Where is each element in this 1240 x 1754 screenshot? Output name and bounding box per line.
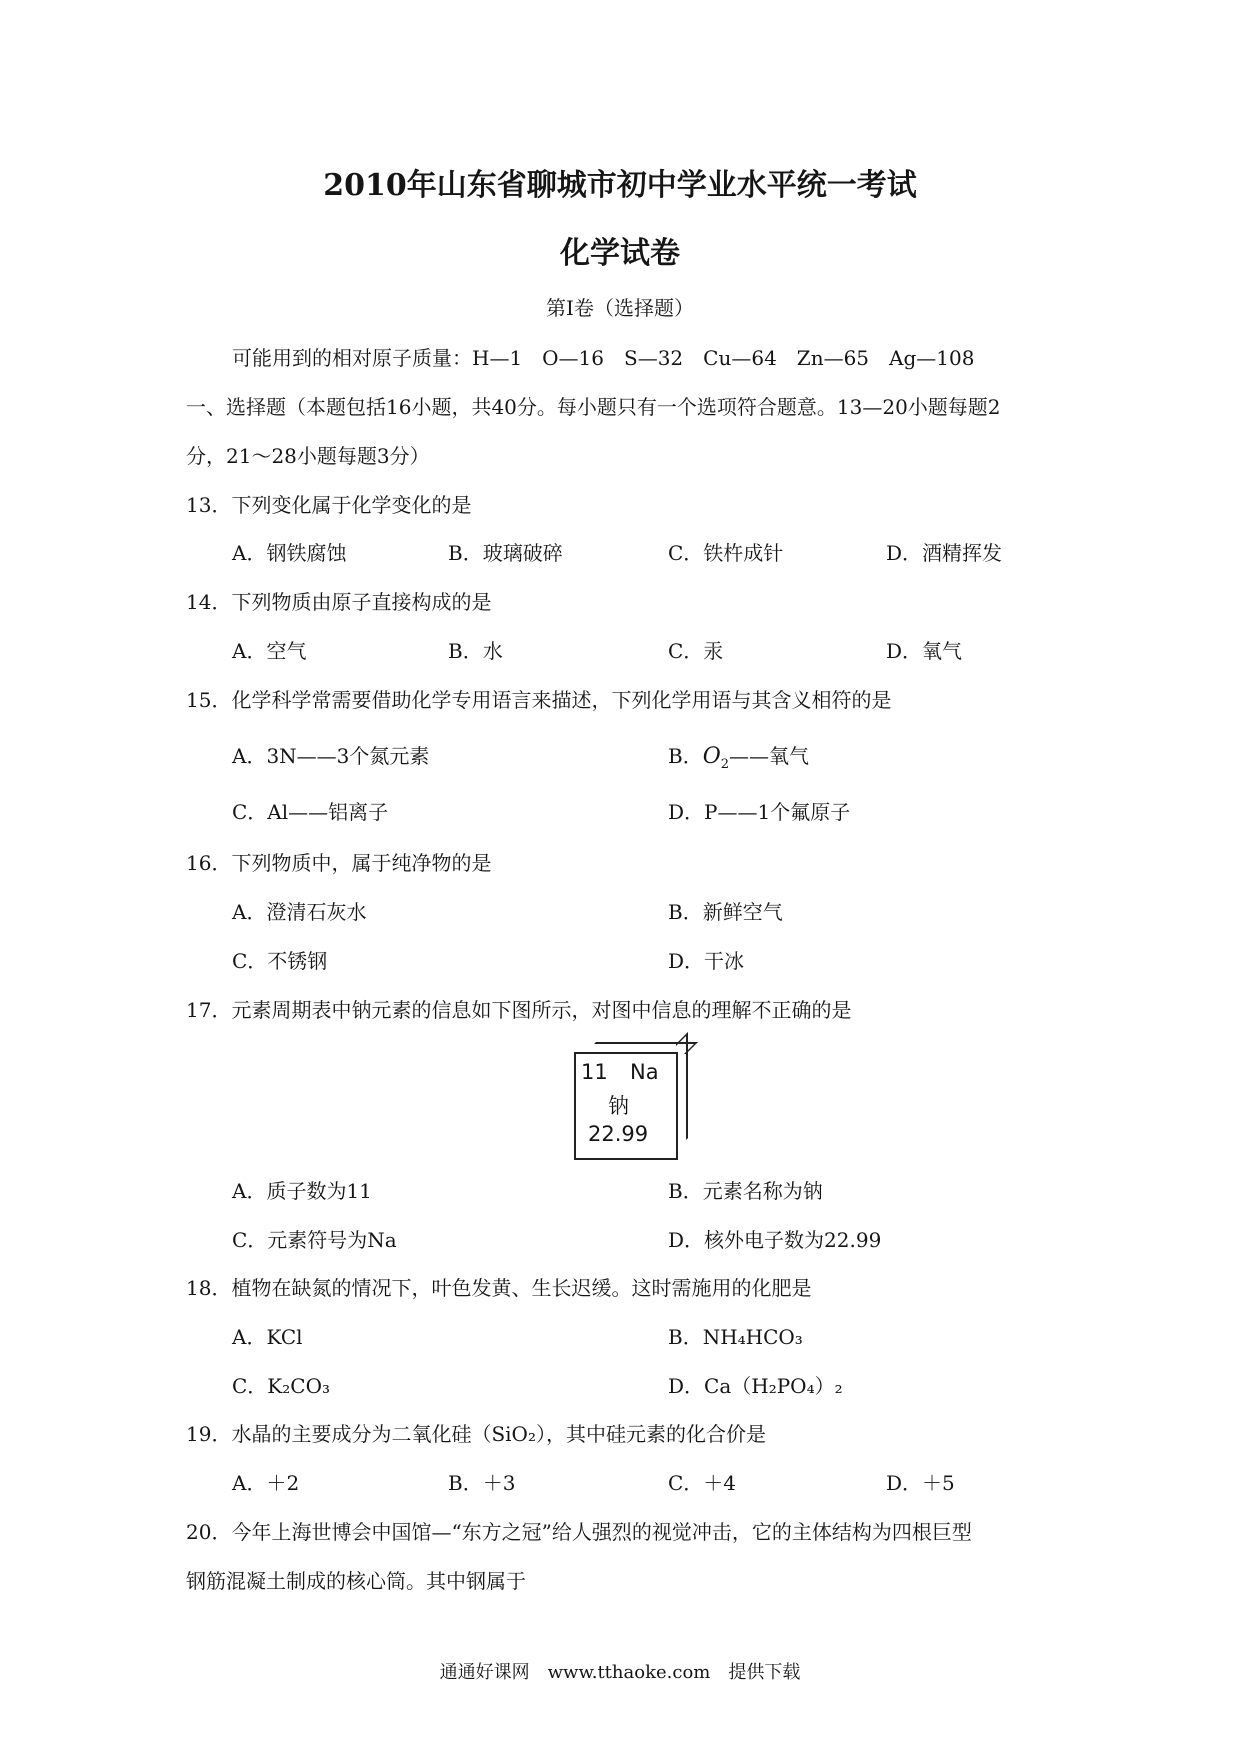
q15-option-b-label: B． bbox=[668, 744, 703, 768]
section-heading-cont: 分，21～28小题每题3分） bbox=[186, 444, 430, 468]
q17-option-a: A．质子数为11 bbox=[232, 1179, 372, 1203]
exam-subtitle: 化学试卷 bbox=[560, 236, 680, 271]
element-name: 钠 bbox=[608, 1094, 629, 1118]
q17-option-b: B．元素名称为钠 bbox=[668, 1179, 823, 1203]
question-18-stem: 18．植物在缺氮的情况下，叶色发黄、生长迟缓。这时需施用的化肥是 bbox=[186, 1276, 812, 1300]
q15-option-b-text: ——氧气 bbox=[729, 744, 810, 768]
q13-option-a: A．钢铁腐蚀 bbox=[232, 541, 347, 565]
q13-option-d: D．酒精挥发 bbox=[886, 541, 1003, 565]
q14-option-b: B．水 bbox=[448, 639, 503, 663]
q17-option-c: C．元素符号为Na bbox=[232, 1228, 397, 1252]
question-20-stem-cont: 钢筋混凝土制成的核心筒。其中钢属于 bbox=[186, 1569, 526, 1593]
q19-option-d: D．＋5 bbox=[886, 1471, 955, 1495]
element-atomic-number: 11 bbox=[581, 1060, 608, 1084]
q16-option-d: D．干冰 bbox=[668, 949, 745, 973]
q16-option-a: A．澄清石灰水 bbox=[232, 900, 367, 924]
q16-option-b: B．新鲜空气 bbox=[668, 900, 783, 924]
q14-option-d: D．氧气 bbox=[886, 639, 963, 663]
footer-source: 通通好课网 www.tthaoke.com 提供下载 bbox=[439, 1662, 801, 1683]
volume-heading: 第Ⅰ卷（选择题） bbox=[546, 296, 694, 320]
question-16-stem: 16．下列物质中，属于纯净物的是 bbox=[186, 851, 492, 875]
q14-option-c: C．汞 bbox=[668, 639, 724, 663]
question-13-stem: 13．下列变化属于化学变化的是 bbox=[186, 493, 472, 517]
section-heading: 一、选择题（本题包括16小题，共40分。每小题只有一个选项符合题意。13—20小题每题2 bbox=[186, 395, 1001, 419]
q18-option-d: D．Ca（H₂PO₄）₂ bbox=[668, 1374, 843, 1398]
q15-option-a: A．3N——3个氮元素 bbox=[232, 744, 430, 768]
element-symbol: Na bbox=[630, 1060, 659, 1084]
q18-option-c: C．K₂CO₃ bbox=[232, 1374, 330, 1398]
question-17-stem: 17．元素周期表中钠元素的信息如下图所示，对图中信息的理解不正确的是 bbox=[186, 998, 852, 1022]
q13-option-c: C．铁杵成针 bbox=[668, 541, 784, 565]
q19-option-c: C．＋4 bbox=[668, 1471, 737, 1495]
question-14-stem: 14．下列物质由原子直接构成的是 bbox=[186, 590, 492, 614]
q15-option-c: C．Al——铝离子 bbox=[232, 800, 389, 824]
q19-option-b: B．＋3 bbox=[448, 1471, 516, 1495]
oxygen-formula-subscript: 2 bbox=[720, 757, 730, 772]
q19-option-a: A．＋2 bbox=[232, 1471, 300, 1495]
q18-option-b: B．NH₄HCO₃ bbox=[668, 1325, 803, 1349]
oxygen-formula: O bbox=[702, 744, 721, 769]
atomic-masses: 可能用到的相对原子质量：H—1 O—16 S—32 Cu—64 Zn—65 Ag—108 bbox=[232, 346, 975, 370]
question-20-stem: 20．今年上海世博会中国馆—“东方之冠”给人强烈的视觉冲击，它的主体结构为四根巨型 bbox=[186, 1520, 972, 1544]
q14-option-a: A．空气 bbox=[232, 639, 307, 663]
q13-option-b: B．玻璃破碎 bbox=[448, 541, 563, 565]
q15-option-b bbox=[668, 740, 810, 772]
element-atomic-mass: 22.99 bbox=[588, 1122, 649, 1146]
exam-title: 2010年山东省聊城市初中学业水平统一考试 bbox=[323, 168, 917, 203]
question-15-stem: 15．化学科学常需要借助化学专用语言来描述，下列化学用语与其含义相符的是 bbox=[186, 688, 892, 712]
q18-option-a: A．KCl bbox=[232, 1325, 303, 1349]
q16-option-c: C．不锈钢 bbox=[232, 949, 328, 973]
q15-option-d: D．P——1个氟原子 bbox=[668, 800, 851, 824]
question-19-stem: 19．水晶的主要成分为二氧化硅（SiO₂），其中硅元素的化合价是 bbox=[186, 1422, 766, 1446]
q17-option-d: D．核外电子数为22.99 bbox=[668, 1228, 882, 1252]
